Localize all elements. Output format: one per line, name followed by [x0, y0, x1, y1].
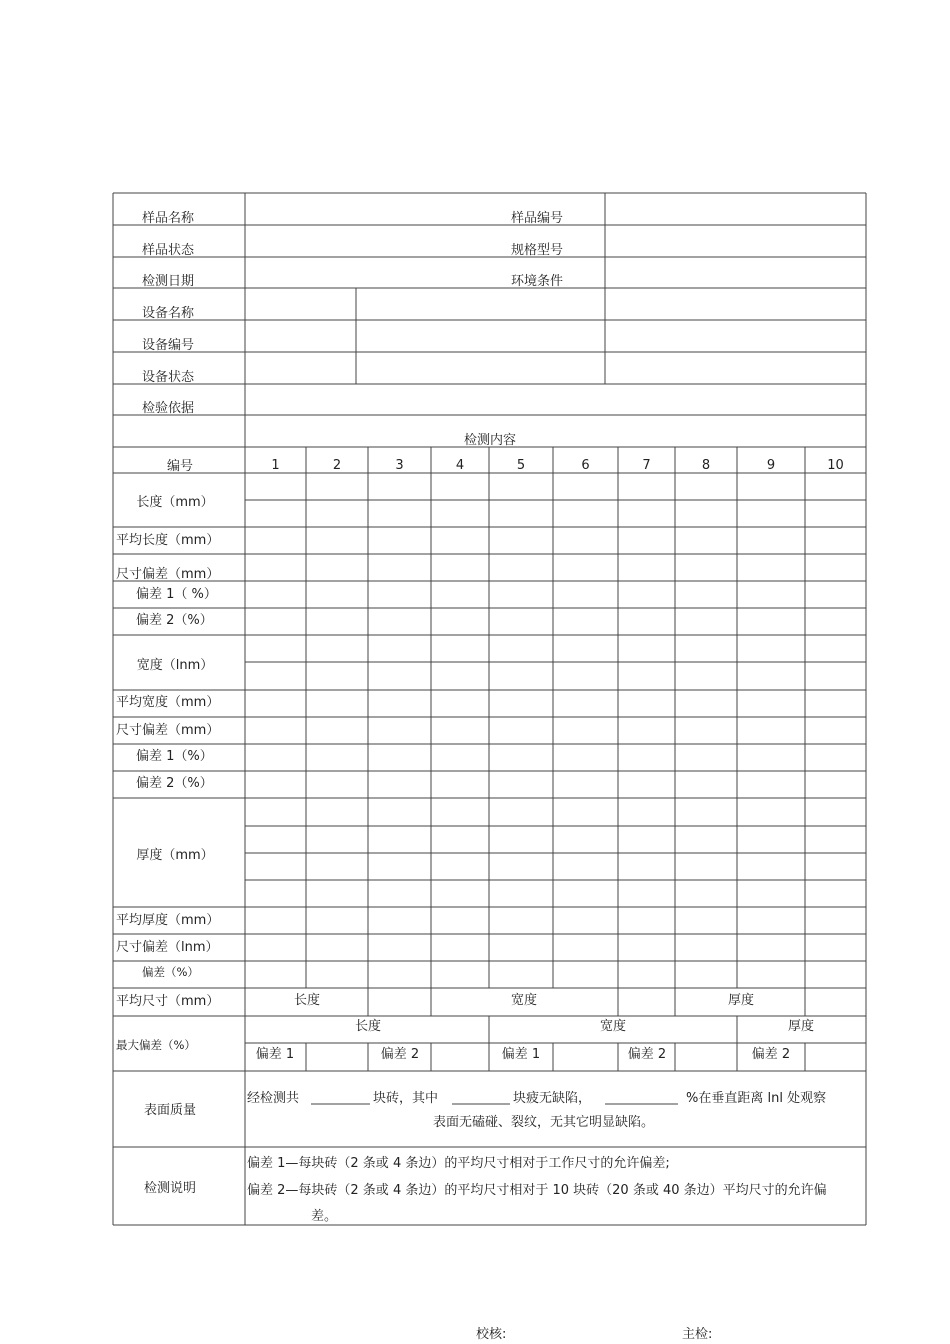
- max-dev-d1-width: 偏差 1: [501, 1047, 541, 1062]
- label-env-cond: 环境条件: [511, 274, 564, 289]
- label-dev2-length: 偏差 2（%）: [136, 613, 213, 628]
- surface-text-a: 经检测共: [247, 1091, 300, 1106]
- reviewer-label: 校核:: [476, 1327, 507, 1342]
- sample-number-3: 3: [395, 458, 404, 473]
- label-sample-no: 样品编号: [511, 211, 564, 226]
- label-avg-length: 平均长度（mm）: [116, 533, 220, 548]
- sample-number-10: 10: [827, 458, 844, 473]
- label-number: 编号: [166, 459, 194, 474]
- surface-text-d: %在垂直距离 lnl 处观察: [686, 1091, 827, 1106]
- label-dev1-width: 偏差 1（%）: [136, 749, 213, 764]
- label-test-date: 检测日期: [142, 274, 195, 289]
- sample-number-1: 1: [271, 458, 280, 473]
- max-dev-d2-thickness: 偏差 2: [751, 1047, 791, 1062]
- label-sample-name: 样品名称: [142, 211, 195, 226]
- notes-label: 检测说明: [143, 1181, 197, 1196]
- surface-text-b: 块砖，其中: [373, 1091, 439, 1106]
- label-device-state: 设备状态: [142, 370, 195, 385]
- surface-text-c: 块疲无缺陷，: [513, 1091, 592, 1106]
- avg-size-length: 长度: [293, 993, 321, 1008]
- max-dev-d1-length: 偏差 1: [255, 1047, 295, 1062]
- sample-number-2: 2: [332, 458, 342, 473]
- notes-line1: 偏差 1—每块砖（2 条或 4 条边）的平均尺寸相对于工作尺寸的允许偏差;: [247, 1156, 670, 1171]
- notes-line2: 偏差 2—每块砖（2 条或 4 条边）的平均尺寸相对于 10 块砖（20 条或 40 条边）平均尺寸的允许偏: [247, 1183, 827, 1198]
- label-spec-model: 规格型号: [511, 243, 564, 258]
- label-thickness: 厚度（mm）: [136, 848, 214, 863]
- label-dev1-length: 偏差 1（ %）: [136, 587, 217, 602]
- surface-text-line2: 表面无磕碰、裂纹，无其它明显缺陷。: [433, 1115, 655, 1130]
- max-dev-thickness: 厚度: [787, 1019, 815, 1034]
- avg-size-thickness: 厚度: [727, 993, 755, 1008]
- surface-label: 表面质量: [143, 1103, 197, 1118]
- sample-number-6: 6: [581, 458, 590, 473]
- label-max-dev: 最大偏差（%）: [116, 1038, 196, 1052]
- label-sample-state: 样品状态: [142, 243, 195, 258]
- label-dev-thickness: 偏差（%）: [142, 965, 199, 979]
- label-width: 宽度（lnm）: [136, 658, 214, 673]
- label-device-name: 设备名称: [142, 306, 195, 321]
- max-dev-length: 长度: [354, 1019, 382, 1034]
- label-avg-thickness: 平均厚度（mm）: [116, 913, 220, 928]
- label-length: 长度（mm）: [136, 495, 214, 510]
- label-avg-width: 平均宽度（mm）: [116, 695, 220, 710]
- label-device-no: 设备编号: [142, 338, 195, 353]
- sample-number-9: 9: [766, 458, 776, 473]
- max-dev-d2-length: 偏差 2: [380, 1047, 420, 1062]
- notes-line3: 差。: [311, 1209, 338, 1224]
- label-size-dev-thickness: 尺寸偏差（lnm）: [116, 940, 219, 955]
- max-dev-d2-width: 偏差 2: [627, 1047, 667, 1062]
- sample-numbers: [271, 458, 843, 473]
- label-size-dev-length: 尺寸偏差（mm）: [116, 567, 220, 582]
- label-size-dev-width: 尺寸偏差（mm）: [116, 723, 220, 738]
- form-grid-lines: [113, 193, 866, 1225]
- inspector-label: 主检:: [682, 1327, 713, 1342]
- sample-number-8: 8: [701, 458, 711, 473]
- sample-number-5: 5: [516, 458, 526, 473]
- section-title: 检测内容: [463, 433, 517, 448]
- label-avg-size: 平均尺寸（mm）: [116, 994, 220, 1009]
- label-dev2-width: 偏差 2（%）: [136, 776, 213, 791]
- label-basis: 检验依据: [142, 401, 195, 416]
- sample-number-7: 7: [642, 458, 651, 473]
- avg-size-width: 宽度: [510, 993, 538, 1008]
- max-dev-width: 宽度: [599, 1019, 627, 1034]
- sample-number-4: 4: [455, 458, 465, 473]
